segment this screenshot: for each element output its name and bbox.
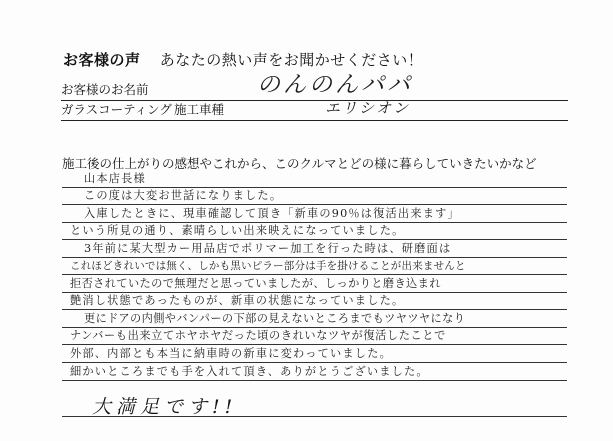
comment-text: 山本店長様 bbox=[84, 171, 146, 185]
comment-text: 艶消し状態であったものが、新車の状態になっていました。 bbox=[70, 294, 405, 308]
closing-rule bbox=[62, 416, 567, 417]
customer-name-value: のんのんパパ bbox=[257, 72, 413, 98]
vehicle-caption: 施工車種 bbox=[174, 102, 225, 117]
comment-line bbox=[62, 205, 567, 223]
comment-line bbox=[62, 293, 567, 311]
customer-name-caption: お客様のお名前 bbox=[61, 82, 149, 97]
customer-name-row bbox=[61, 72, 568, 101]
comment-line bbox=[62, 345, 567, 363]
comment-text: 外部、内部とも本当に納車時の新車に変わっていました。 bbox=[70, 347, 392, 361]
comment-line bbox=[62, 223, 567, 241]
comment-text: この度は大変お世話になりました。 bbox=[84, 189, 283, 203]
form-subtitle: あなたの熱い声をお聞かせください！ bbox=[159, 51, 424, 69]
comment-line bbox=[62, 328, 567, 346]
handwritten-comment bbox=[62, 170, 567, 381]
comment-text: 3年前に某大型カー用品店でポリマー加工を行った時は、研磨面は bbox=[84, 241, 452, 255]
service-row bbox=[61, 100, 568, 121]
comment-line bbox=[62, 188, 567, 206]
comment-line bbox=[62, 275, 567, 293]
comment-text: ナンバーも出来立てホヤホヤだった頃のきれいなツヤが復活したことで bbox=[70, 329, 446, 343]
comment-line bbox=[62, 310, 567, 328]
comment-text: 拒否されていたので無理だと思っていましたが、しっかりと磨き込まれ bbox=[70, 276, 441, 290]
comment-line bbox=[62, 258, 567, 276]
comment-text: 入庫したときに、現車確認して頂き「新車の90％は復活出来ます」 bbox=[84, 206, 460, 220]
service-caption: ガラスコーティング bbox=[61, 102, 172, 117]
form-title: お客様の声 bbox=[63, 51, 141, 69]
comment-text: 細かいところまでも手を入れて頂き、ありがとうございました。 bbox=[70, 364, 429, 378]
comment-text: という所見の通り、素晴らしい出来映えになっていました。 bbox=[70, 224, 405, 238]
comment-line bbox=[62, 170, 567, 188]
comment-text: これほどきれいでは無く、しかも黒いピラー部分は手を掛けることが出来ませんと bbox=[70, 260, 466, 273]
comment-text: 更にドアの内側やバンパーの下部の見えないところまでもツヤツヤになり bbox=[84, 311, 466, 325]
comment-line bbox=[62, 240, 567, 258]
feedback-question: 施工後の仕上がりの感想やこれから、このクルマとどの様に暮らしていきたいかなど bbox=[62, 156, 537, 171]
vehicle-value: エリシオン bbox=[325, 99, 411, 117]
closing-remark: 大満足です!! bbox=[92, 396, 238, 418]
comment-line bbox=[62, 363, 567, 381]
